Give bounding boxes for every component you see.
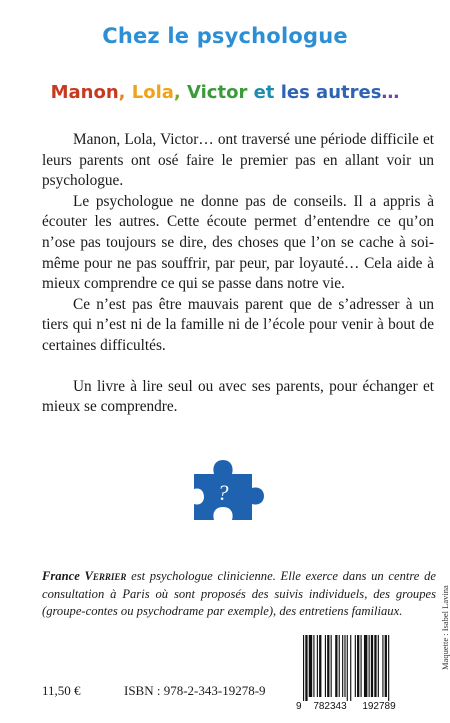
subtitle-part: les autres [280,82,382,103]
barcode-bar [317,635,318,697]
barcode-bar [364,635,367,697]
price: 11,50 € [42,683,81,698]
barcode-bar [347,635,348,701]
barcode-bar [327,635,329,697]
barcode-bar [382,635,383,697]
barcode-bar [355,635,356,697]
barcode-bar [361,635,362,697]
paragraph: Ce n’est pas être mauvais parent que de s’adresser à un tiers qui n’est ni de la famille ni de l’école pour venir à bout de certaines difficultés. [42,295,434,354]
back-cover-text [42,130,434,418]
author-first-name: France [42,569,80,583]
puzzle-piece-icon [188,454,266,526]
barcode-bar [313,635,314,697]
barcode-bar [303,635,304,701]
barcode-bar [319,635,321,697]
subtitle-part: … [381,82,400,103]
subtitle-part: , [118,82,132,103]
barcode-bar [357,635,359,697]
barcode-bar [371,635,373,697]
book-title: Chez le psychologue [102,24,348,48]
barcode-bar [374,635,376,697]
barcode-bar [325,635,326,697]
subtitle-part: Victor [187,82,248,103]
author-bio [42,568,436,621]
isbn: ISBN : 978-2-343-19278-9 [124,683,266,698]
paragraph: Un livre à lire seul ou avec ses parents, pour échanger et mieux se comprendre. [42,377,434,416]
subtitle-part: et [247,82,281,103]
paragraph: Manon, Lola, Victor… ont traversé une période difficile et leurs parents ont osé faire le premier pas en allant voir un psychologue. [42,131,434,190]
design-credit: Maquette : Isabel Lavina [440,585,450,670]
barcode-bar [339,635,340,697]
barcode [293,633,410,711]
barcode-digits-right: 192789 [362,701,396,711]
subtitle-part: Manon [50,82,119,103]
barcode-bar [378,635,379,697]
barcode-bar [388,635,389,701]
barcode-digit-first: 9 [296,701,302,711]
barcode-digits-left: 782343 [313,701,347,711]
barcode-bar [385,635,387,697]
book-subtitle [0,82,450,103]
barcode-bar [309,635,312,697]
barcode-bar [335,635,337,697]
barcode-bar [342,635,343,697]
barcode-bar [305,635,307,701]
barcode-bar [350,635,351,701]
author-last-name: Verrier [84,569,127,583]
author-bio-text: est psychologue clinicienne. Elle exerce dans un centre de consultation à Paris où sont proposés des suivis individuels, des groupes (groupe-contes ou psychodrame par exemple), des entretiens familiaux. [42,569,436,618]
question-mark: ? [217,480,229,505]
subtitle-part: , [173,82,188,103]
barcode-bar [331,635,332,697]
barcode-bar [369,635,370,697]
barcode-bar [344,635,345,697]
subtitle-part: Lola [131,82,174,103]
paragraph: Le psychologue ne donne pas de conseils. Il a appris à écouter les autres. Cette écoute permet d’entendre ce qu’on n’ose pas toujours se dire, des choses que l’on se cache à soi-même pour ne pas souffrir, par peur, par loyauté… Cela aide à mieux comprendre ce qui se passe dans notre vie. [42,192,434,293]
author-name [42,569,126,583]
